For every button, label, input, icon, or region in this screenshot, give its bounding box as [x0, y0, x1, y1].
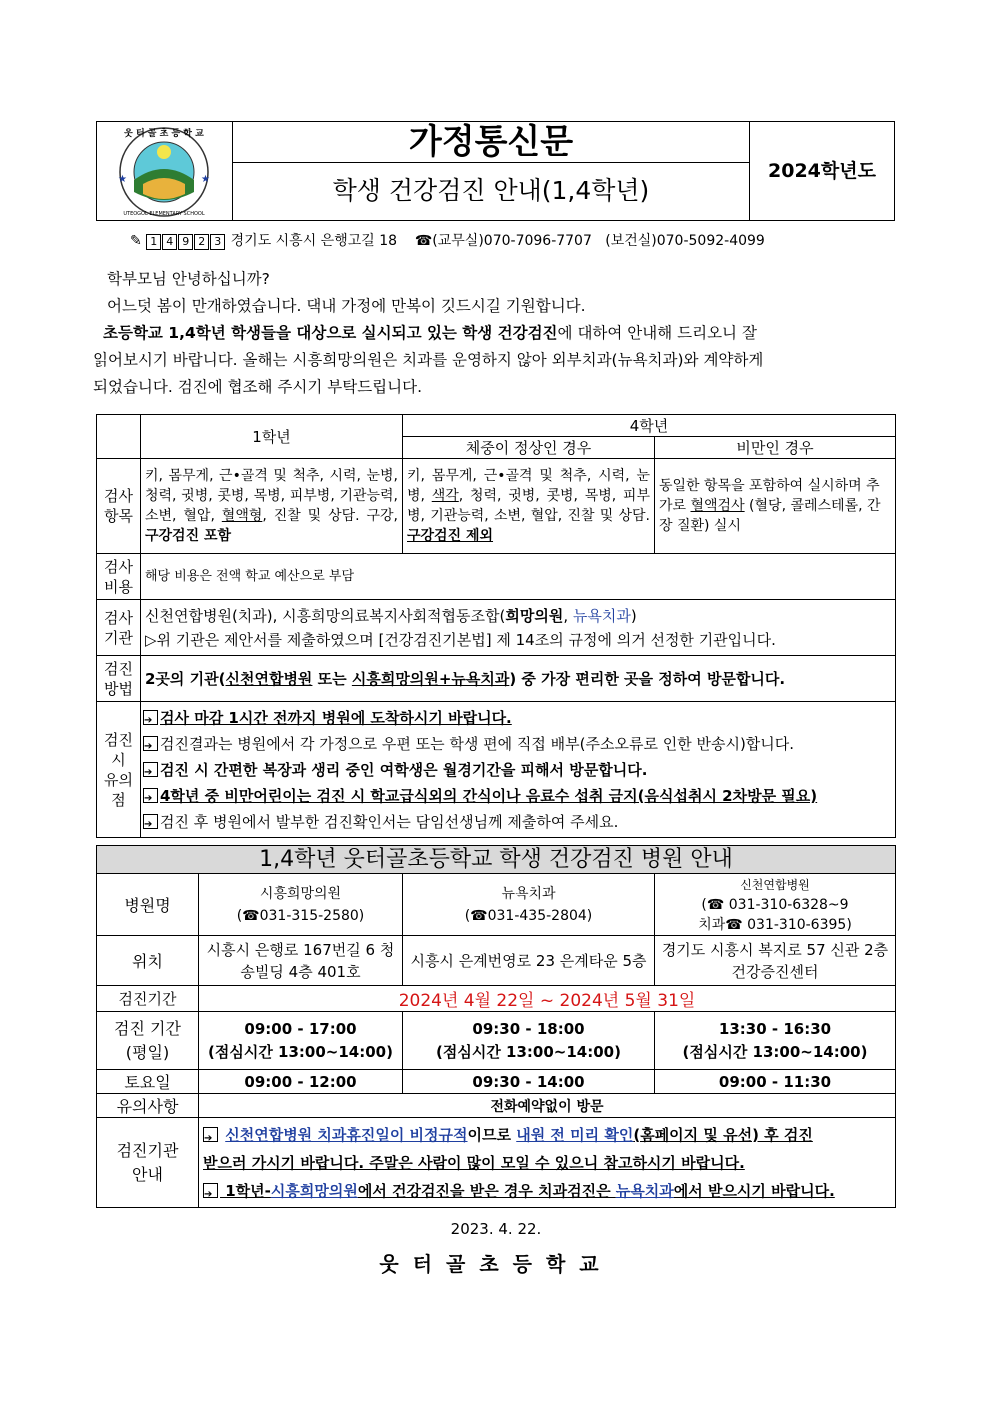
zip-digit: 9 [178, 234, 193, 250]
location-1: 시흥시 은행로 167번길 6 청송빌딩 4층 401호 [199, 936, 403, 986]
checkup-info-table [96, 414, 896, 838]
svg-text:★: ★ [201, 174, 210, 185]
arrow-box-icon [143, 762, 158, 777]
weekday-1: 09:00 - 17:00 (점심시간 13:00~14:00) [199, 1012, 403, 1070]
label-caution: 유의사항 [97, 1094, 199, 1118]
checkup-period: 2024년 4월 22일 ~ 2024년 5월 31일 [199, 986, 896, 1012]
header-box [96, 121, 895, 221]
institution-text: 신천연합병원(치과), 시흥희망의료복지사회적협동조합(희망의원, 뉴욕치과) ▷위 기관은 제안서를 제출하였으며 [건강검진기본법] 제 14조의 규정에 의거 선정한 기관입니다. [141, 600, 896, 656]
intro-line: 어느덧 봄이 만개하였습니다. 댁내 가정에 만복이 깃드시길 기원합니다. [107, 297, 586, 315]
hospital-1: 시흥희망의원 (☎031-315-2580) [199, 874, 403, 936]
school-logo [97, 122, 233, 220]
address-line [130, 230, 765, 250]
guide-text: ➔ 신천연합병원 치과휴진일이 비정규적이므로 내원 전 미리 확인(홈페이지 및 유선) 후 검진 받으러 가시기 바랍니다. 주말은 사람이 많이 모일 수 있으니 참고하시기 바랍니다. ➔ 1학년-시흥희망의원에서 건강검진을 받은 경우 치과검진은 뉴욕치과에서 받으시기 바랍니다. [199, 1118, 896, 1208]
note-item: ➔검사 마감 1시간 전까지 병원에 도착하시기 바랍니다. [143, 705, 891, 731]
weekday-2: 09:30 - 18:00 (점심시간 13:00~14:00) [403, 1012, 655, 1070]
mail-icon: ✎ [130, 233, 142, 249]
arrow-box-icon [143, 814, 158, 829]
row-label-method: 검진 방법 [97, 656, 141, 702]
school-year: 2024학년도 [768, 160, 876, 182]
hospital-table [96, 845, 896, 1208]
items-grade4-obese: 동일한 항목을 포함하여 실시하며 추가로 혈액검사 (혈당, 콜레스테롤, 간장 질환) 실시 [655, 459, 896, 554]
weekday-3: 13:30 - 16:30 (점심시간 13:00~14:00) [655, 1012, 896, 1070]
intro-line: 에 대하여 안내해 드리오니 잘 [557, 324, 757, 342]
svg-text:★: ★ [118, 174, 127, 185]
intro-text [93, 266, 897, 401]
phone-health: (보건실)070-5092-4099 [605, 233, 765, 249]
zip-digit: 2 [194, 234, 209, 250]
arrow-box-icon [203, 1183, 218, 1198]
phone-office: ☎(교무실)070-7096-7707 [414, 233, 592, 249]
header-grade4: 4학년 [403, 415, 896, 437]
label-period: 검진기간 [97, 986, 199, 1012]
saturday-3: 09:00 - 11:30 [655, 1070, 896, 1094]
cost-text: 해당 비용은 전액 학교 예산으로 부담 [141, 554, 896, 600]
label-weekday: 검진 기간 (평일) [97, 1012, 199, 1070]
method-text: 2곳의 기관(신천연합병원 또는 시흥희망의원+뉴욕치과) 중 가장 편리한 곳을 정하여 방문합니다. [141, 656, 896, 702]
notes-list [141, 702, 896, 838]
row-label-institution: 검사 기관 [97, 600, 141, 656]
arrow-box-icon [203, 1127, 218, 1142]
row-label-items: 검사 항목 [97, 459, 141, 554]
zip-digit: 3 [210, 234, 225, 250]
saturday-2: 09:30 - 14:00 [403, 1070, 655, 1094]
row-label-notes: 검진 시 유의 점 [97, 702, 141, 838]
note-item: ➔검진 후 병원에서 발부한 검진확인서는 담임선생님께 제출하여 주세요. [143, 809, 891, 835]
document-subtitle: 학생 건강검진 안내(1,4학년) [332, 176, 650, 205]
note-item: ➔4학년 중 비만어린이는 검진 시 학교급식외의 간식이나 음료수 섭취 금지(음식섭취시 2차방문 필요) [143, 783, 891, 809]
header-obese: 비만인 경우 [655, 437, 896, 459]
greeting: 학부모님 안녕하십니까? [107, 270, 270, 288]
saturday-1: 09:00 - 12:00 [199, 1070, 403, 1094]
zip-digit: 4 [162, 234, 177, 250]
zip-digit: 1 [146, 234, 161, 250]
header-normal-weight: 체중이 정상인 경우 [403, 437, 655, 459]
svg-text:UTEOGOL ELEMENTARY SCHOOL: UTEOGOL ELEMENTARY SCHOOL [123, 211, 205, 217]
intro-line: 읽어보시기 바랍니다. 올해는 시흥희망의원은 치과를 운영하지 않아 외부치과(뉴욕치과)와 계약하게 [93, 351, 764, 369]
label-guide: 검진기관 안내 [97, 1118, 199, 1208]
row-label-cost: 검사 비용 [97, 554, 141, 600]
svg-text:웃 터 골 초 등 학 교: 웃 터 골 초 등 학 교 [124, 129, 204, 139]
issue-date: 2023. 4. 22. [450, 1220, 542, 1238]
intro-bold: 초등학교 1,4학년 학생들을 대상으로 실시되고 있는 학생 건강검진 [103, 324, 558, 342]
caution-text: 전화예약없이 방문 [199, 1094, 896, 1118]
location-2: 시흥시 은계번영로 23 은계타운 5층 [403, 936, 655, 986]
label-location: 위치 [97, 936, 199, 986]
label-saturday: 토요일 [97, 1070, 199, 1094]
arrow-box-icon [143, 788, 158, 803]
location-3: 경기도 시흥시 복지로 57 신관 2층 건강증진센터 [655, 936, 896, 986]
note-item: ➔검진결과는 병원에서 각 가정으로 우편 또는 학생 편에 직접 배부(주소오류로 인한 반송시)합니다. [143, 731, 891, 757]
header-grade1: 1학년 [141, 415, 403, 459]
arrow-box-icon [143, 710, 158, 725]
school-name: 웃터골초등학교 [379, 1252, 613, 1276]
arrow-box-icon [143, 736, 158, 751]
items-grade1: 키, 몸무게, 근•골격 및 척추, 시력, 눈병, 청력, 귓병, 콧병, 목병, 피부병, 기관능력, 소변, 혈압, 혈액형, 진찰 및 상담. 구강, 구강검진 포함 [141, 459, 403, 554]
hospital-3: 신천연합병원 (☎ 031-310-6328~9 치과☎ 031-310-6395) [655, 874, 896, 936]
document-title: 가정통신문 [233, 122, 749, 163]
note-item: ➔검진 시 간편한 복장과 생리 중인 여학생은 월경기간을 피해서 방문합니다. [143, 757, 891, 783]
school-emblem-icon [97, 122, 233, 220]
hospital-banner: 1,4학년 웃터골초등학교 학생 건강검진 병원 안내 [97, 846, 896, 874]
street-address: 경기도 시흥시 은행고길 18 [230, 233, 398, 249]
hospital-2: 뉴욕치과 (☎031-435-2804) [403, 874, 655, 936]
label-hospital-name: 병원명 [97, 874, 199, 936]
intro-line: 되었습니다. 검진에 협조해 주시기 부탁드립니다. [93, 378, 423, 396]
items-grade4-normal: 키, 몸무게, 근•골격 및 척추, 시력, 눈병, 색각, 청력, 귓병, 콧병, 목병, 피부병, 기관능력, 소변, 혈압, 진찰 및 상담. 구강검진 제외 [403, 459, 655, 554]
